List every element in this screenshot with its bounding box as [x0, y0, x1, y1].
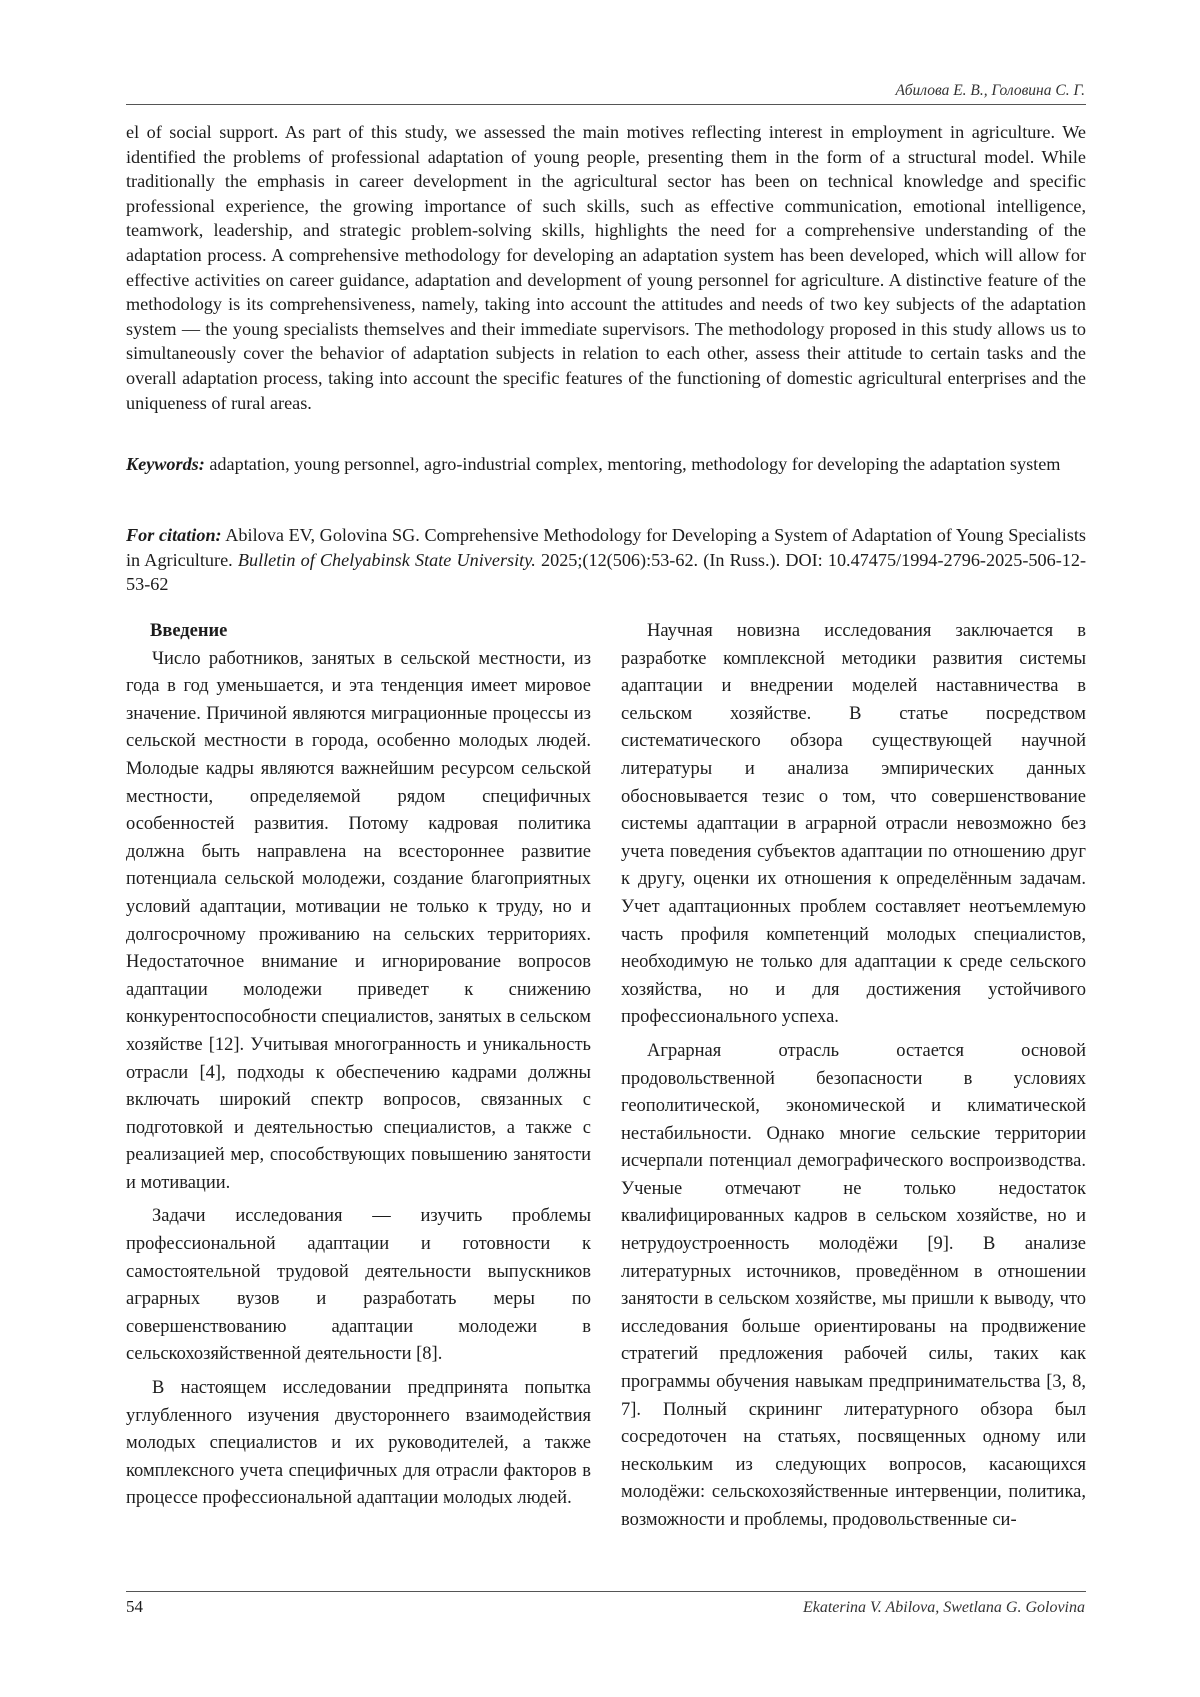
header-rule	[126, 104, 1086, 105]
abstract-text: el of social support. As part of this study, we assessed the main motives reflecting interest in employment in agriculture. We identified the problems of professional adaptation of young people, presenting them in the form of a structural model. While traditionally the emphasis in career development in the agricultural sector has been on technical knowledge and specific professional experience, the growing importance of such skills, such as effective communication, emotional intelligence, teamwork, leadership, and strategic problem-solving skills, highlights the need for a comprehensive understanding of the adaptation process. A comprehensive methodology for developing an adaptation system has been developed, which will allow for effective activities on career guidance, adaptation and development of young personnel for agriculture. A distinctive feature of the methodology is its comprehensiveness, namely, taking into account the attitudes and needs of two key subjects of the adaptation system — the young specialists themselves and their immediate supervisors. The methodology proposed in this study allows us to simultaneously cover the behavior of adaptation subjects in relation to each other, assess their attitude to certain tasks and the overall adaptation process, taking into account the specific features of the functioning of domestic agricultural enterprises and the uniqueness of rural areas.	[126, 122, 1086, 413]
citation-label: For citation:	[126, 525, 222, 545]
keywords-text: adaptation, young personnel, agro-industrial complex, mentoring, methodology for developing the adaptation system	[209, 454, 1061, 474]
body-paragraph: Научная новизна исследования заключается в разработке комплексной методики развития системы адаптации и внедрении моделей наставничества в сельском хозяйстве. В статье посредством систематического обзора существующей научной литературы и анализа эмпирических данных обосновывается тезис о том, что совершенствование системы адаптации в аграрной отрасли невозможно без учета поведения субъектов адаптации по отношению друг к другу, оценки их отношения к определённым задачам. Учет адаптационных проблем составляет неотъемлемую часть профиля компетенций молодых специалистов, необходимую не только для адаптации к среде сельского хозяйства, но и для достижения устойчивого профессионального успеха.	[621, 621, 1086, 1028]
footer-authors: Ekaterina V. Abilova, Swetlana G. Golovina	[802, 1599, 1085, 1616]
right-column	[621, 618, 1086, 1541]
section-heading: Введение	[150, 621, 228, 641]
page-number: 54	[126, 1597, 143, 1616]
footer-rule	[126, 1591, 1086, 1592]
citation-journal: Bulletin of Chelyabinsk State University.	[237, 549, 536, 570]
keywords-label: Keywords:	[126, 454, 205, 474]
body-paragraph: Задачи исследования — изучить проблемы профессиональной адаптации и готовности к самостоятельной трудовой деятельности выпускников аграрных вузов и разработать меры по совершенствованию адаптации молодежи в сельскохозяйственной деятельности [8].	[126, 1206, 591, 1365]
body-paragraph: Число работников, занятых в сельской местности, из года в год уменьшается, и эта тенденция имеет мировое значение. Причиной являются миграционные процессы из сельской местности в города, особенно молодых людей. Молодые кадры являются важнейшим ресурсом сельской местности, определяемой рядом специфичных особенностей развития. Потому кадровая политика должна быть направлена на всестороннее развитие потенциала сельской молодежи, создание благоприятных условий адаптации, мотивации не только к труду, но и долгосрочному проживанию на сельских территориях. Недостаточное внимание и игнорирование вопросов адаптации молодежи приведет к снижению конкурентоспособности специалистов, занятых в сельском хозяйстве [12]. Учитывая многогранность и уникальность отрасли [4], подходы к обеспечению кадрами должны включать широкий спектр вопросов, связанных с подготовкой и деятельностью специалистов, а также с реализацией мер, способствующих повышению занятости и мотивации.	[126, 648, 591, 1193]
body-paragraph: В настоящем исследовании предпринята попытка углубленного изучения двустороннего взаимодействия молодых специалистов и их руководителей, а также комплексного учета специфичных для отрасли факторов в процессе профессиональной адаптации молодых людей.	[126, 1378, 591, 1509]
left-column	[126, 618, 591, 1519]
citation-text: Abilova EV, Golovina SG. Comprehensive Methodology for Developing a System of Adaptation of Young Specialists in Agriculture.	[126, 525, 1086, 570]
keywords	[126, 452, 1086, 477]
citation-doi: 2025;(12(506):53-62. (In Russ.). DOI: 10.47475/1994-2796-2025-506-12-53-62	[126, 549, 1087, 595]
running-head: Абилова Е. В., Головина С. Г.	[895, 82, 1085, 99]
citation	[126, 523, 1086, 597]
body-paragraph: Аграрная отрасль остается основой продовольственной безопасности в условиях геополитической, экономической и климатической нестабильности. Однако многие сельские территории исчерпали потенциал демографического воспроизводства. Ученые отмечают не только недостаток квалифицированных кадров в сельском хозяйстве, но и нетрудоустроенность молодёжи [9]. В анализе литературных источников, проведённом в отношении занятости в сельском хозяйстве, мы пришли к выводу, что исследования больше ориентированы на продвижение стратегий предложения рабочей силы, таких как программы обучения навыкам предпринимательства [3, 8, 7]. Полный скрининг литературного обзора был сосредоточен на статьях, посвященных одному или нескольким из следующих вопросов, касающихся молодёжи: сельскохозяйственные интервенции, политика, возможности и проблемы, продовольственные си-	[621, 1040, 1086, 1530]
